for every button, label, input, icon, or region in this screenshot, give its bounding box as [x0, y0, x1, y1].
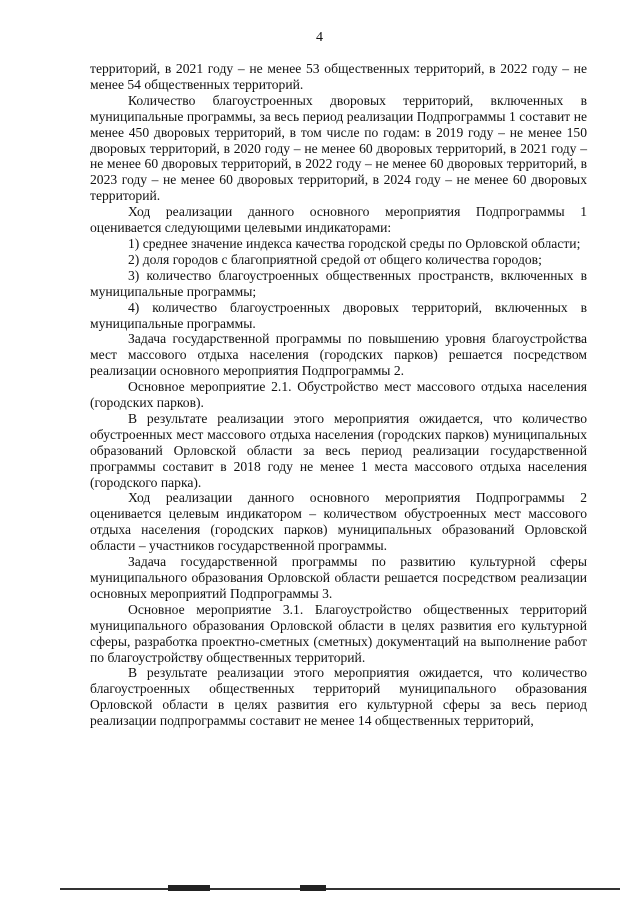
paragraph-result-culture: В результате реализации этого мероприятия ожидается, что количество благоустроенных общественных территорий муниципального образования Орловской области в целях развития его культурной сферы за весь период реализации подпрограммы составит не менее 14 общественных территорий, [90, 665, 587, 729]
paragraph-measure-3-1: Основное мероприятие 3.1. Благоустройство общественных территорий муниципального образования Орловской области в целях развития его культурной сферы, разработка проектно-сметных (сметных) документаций на выполнение работ по благоустройству общественных территорий. [90, 601, 587, 665]
paragraph-result-parks: В результате реализации этого мероприятия ожидается, что количество обустроенных мест массового отдыха населения (городских парков) муниципальных образований Орловской области за весь период реализации государственной программы составит в 2018 году не менее 1 места массового отдыха населения (городского парка). [90, 410, 587, 490]
page-bottom-rule [60, 888, 620, 890]
list-item-indicator-2: 2) доля городов с благоприятной средой от общего количества городов; [128, 251, 542, 267]
page-number: 4 [316, 30, 323, 45]
paragraph-task-culture: Задача государственной программы по развитию культурной сферы муниципального образования Орловской области решается посредством реализации основных мероприятий Подпрограммы 3. [90, 554, 587, 601]
paragraph-task-parks: Задача государственной программы по повышению уровня благоустройства мест массового отдыха населения (городских парков) решается посредством реализации основного мероприятия Подпрограммы 2. [90, 331, 587, 379]
paragraph-measure-2-1: Основное мероприятие 2.1. Обустройство мест массового отдыха населения (городских парков). [90, 379, 587, 411]
paragraph-indicators-intro: Ход реализации данного основного мероприятия Подпрограммы 1 оценивается следующими целевыми индикаторами: [90, 204, 587, 236]
scan-mark [300, 885, 326, 891]
list-item-indicator-4: 4) количество благоустроенных дворовых территорий, включенных в муниципальные программы. [90, 299, 587, 331]
document-body [90, 61, 587, 729]
scan-mark [168, 885, 210, 891]
paragraph-continuation: территорий, в 2021 году – не менее 53 общественных территорий, в 2022 году – не менее 54 общественных территорий. [90, 61, 587, 92]
list-item-indicator-1: 1) среднее значение индекса качества городской среды по Орловской области; [128, 235, 581, 251]
paragraph-courtyard-count: Количество благоустроенных дворовых территорий, включенных в муниципальные программы, за весь период реализации Подпрограммы 1 составит не менее 450 дворовых территорий, в том числе по годам: в 2019 году – не менее 150 дворовых территорий, в 2020 году – не менее 60 дворовых территорий, в 2021 году – не менее 60 дворовых территорий, в 2022 году – не менее 60 дворовых территорий, в 2023 году – не менее 60 дворовых территорий, в 2024 году – не менее 60 дворовых территорий. [90, 92, 587, 204]
paragraph-indicator-subprogram-2: Ход реализации данного основного мероприятия Подпрограммы 2 оценивается целевым индикатором – количеством обустроенных мест массового отдыха населения (городских парков) муниципальных образований Орловской области – участников государственной программы. [90, 490, 587, 554]
list-item-indicator-3: 3) количество благоустроенных общественных пространств, включенных в муниципальные программы; [90, 267, 587, 299]
